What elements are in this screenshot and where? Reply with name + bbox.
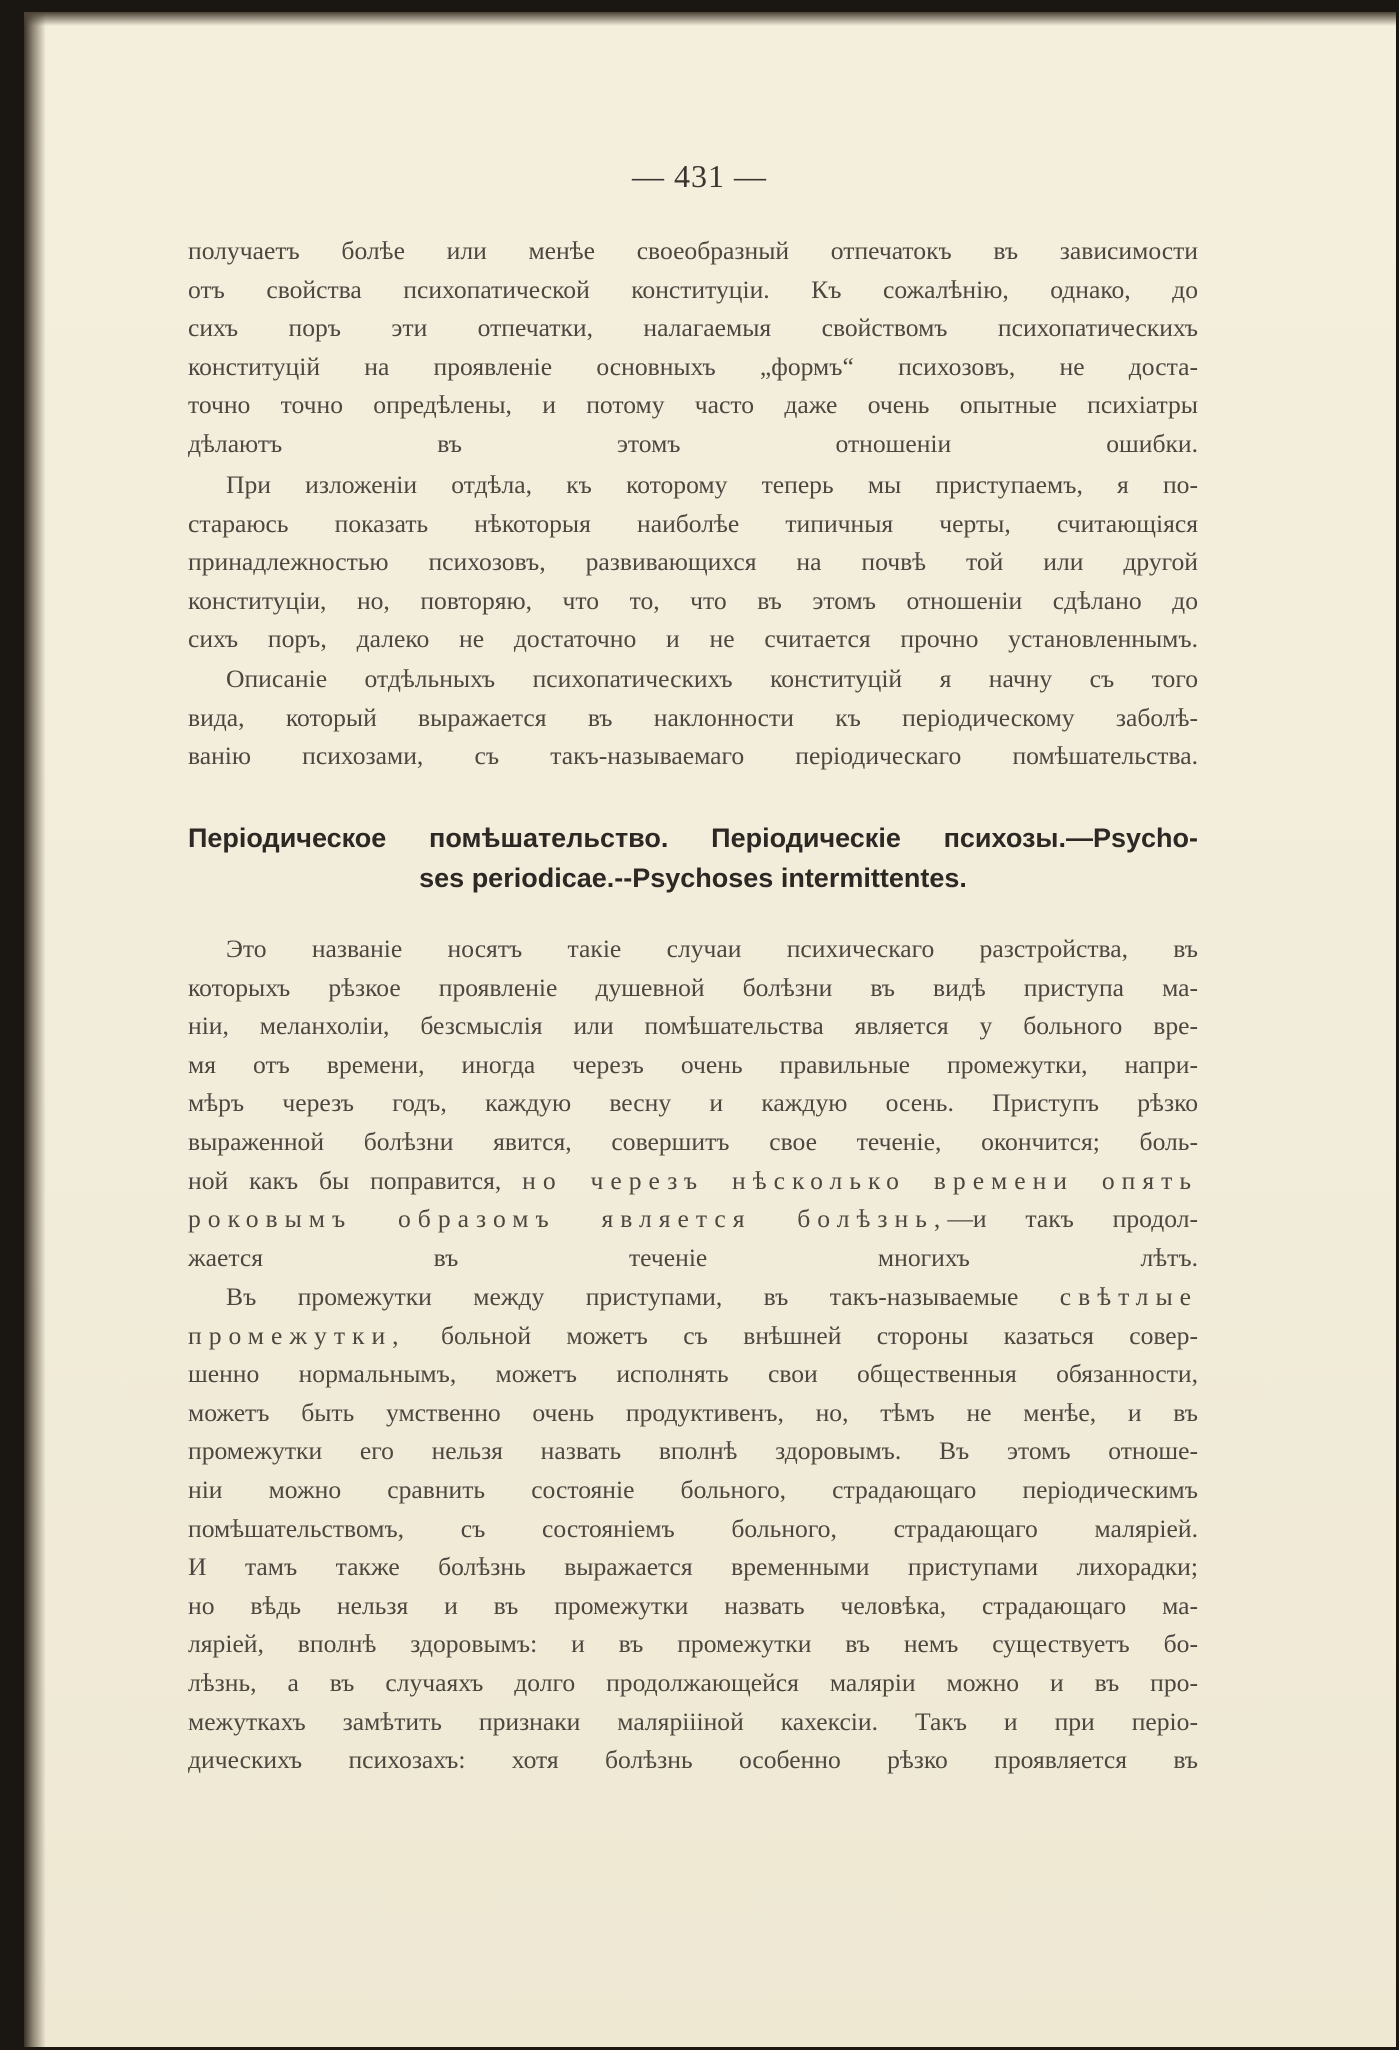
text-line: промежутки его нельзя назвать вполнѣ здоровымъ. Въ этомъ отноше- (188, 1436, 1198, 1466)
text-line: межуткахъ замѣтить признаки маляріііной кахексіи. Такъ и при періо- (188, 1706, 1198, 1736)
text-line: можетъ быть умственно очень продуктивенъ, но, тѣмъ не менѣе, и въ (188, 1397, 1198, 1427)
plain-text: ной какъ бы поправится, (188, 1165, 523, 1195)
plain-text: Въ промежутки между приступами, въ такъ-называемые (226, 1282, 1060, 1311)
text-line: мя отъ времени, иногда черезъ очень правильные промежутки, напри- (188, 1049, 1198, 1079)
text-line: лѣзнь, а въ случаяхъ долго продолжающейся маляріи можно и въ про- (188, 1667, 1198, 1697)
text-line: точно точно опредѣлены, и потому часто даже очень опытные психіатры (188, 390, 1198, 420)
spaced-emphasis: промежутки, (188, 1320, 406, 1350)
text-line: вида, который выражается въ наклонности къ періодическому заболѣ- (188, 702, 1198, 732)
text-line: стараюсь показать нѣкоторыя наиболѣе типичныя черты, считающіяся (188, 508, 1198, 538)
text-line: выраженной болѣзни явится, совершитъ свое теченіе, окончится; боль- (188, 1126, 1198, 1156)
text-line: мѣръ черезъ годъ, каждую весну и каждую осень. Приступъ рѣзко (188, 1088, 1198, 1118)
section-heading (188, 818, 1198, 898)
spaced-emphasis: свѣтлые (1059, 1282, 1198, 1311)
text-line: отъ свойства психопатической конституціи. Къ сожалѣнію, однако, до (188, 274, 1198, 304)
text-line-mixed (188, 1200, 1198, 1239)
text-line: ванію психозами, съ такъ-называемаго періодическаго помѣшательства. (188, 741, 1198, 771)
text-line: конституціи, но, повторяю, что то, что въ этомъ отношеніи сдѣлано до (188, 585, 1198, 615)
plain-text: —и такъ продол- (947, 1204, 1198, 1234)
text-line: конституцій на проявленіе основныхъ „формъ“ психозовъ, не доста- (188, 351, 1198, 381)
text-line: И тамъ также болѣзнь выражается временными приступами лихорадки; (188, 1552, 1198, 1582)
paragraph-5 (188, 1278, 1198, 1780)
text-line: жается въ теченіе многихъ лѣтъ. (188, 1242, 1198, 1272)
spaced-emphasis: но черезъ нѣсколько времени опять (522, 1165, 1199, 1195)
text-line: ніи, меланхоліи, безсмыслія или помѣшательства является у больного вре- (188, 1011, 1198, 1041)
heading-line-1: Періодическое помѣшательство. Періодическіе психозы.—Psycho- (188, 823, 1198, 853)
text-line-mixed (188, 1317, 1198, 1356)
text-line-mixed (188, 1162, 1198, 1201)
paragraph-1 (188, 232, 1198, 464)
text-line: которыхъ рѣзкое проявленіе душевной болѣзни въ видѣ приступа ма- (188, 972, 1198, 1002)
text-line: принадлежностью психозовъ, развивающихся на почвѣ той или другой (188, 547, 1198, 577)
text-line: дѣлаютъ въ этомъ отношеніи ошибки. (188, 428, 1198, 458)
page-number: — 431 — (632, 158, 767, 194)
paragraph-3 (188, 660, 1198, 776)
text-line: Это названіе носятъ такіе случаи психическаго разстройства, въ (226, 934, 1198, 963)
text-line: но вѣдь нельзя и въ промежутки назвать человѣка, страдающаго ма- (188, 1590, 1198, 1620)
top-edge-shadow (24, 12, 1396, 26)
text-line: Описаніе отдѣльныхъ психопатическихъ конституцій я начну съ того (226, 664, 1198, 693)
text-line: получаетъ болѣе или менѣе своеобразный отпечатокъ въ зависимости (188, 236, 1198, 265)
text-line: помѣшательствомъ, съ состояніемъ больного, страдающаго маляріей. (188, 1513, 1198, 1543)
binding-shadow (24, 12, 46, 2047)
text-line: ніи можно сравнить состояніе больного, страдающаго періодическимъ (188, 1474, 1198, 1504)
text-line: шенно нормальнымъ, можетъ исполнять свои общественныя обязанности, (188, 1359, 1198, 1389)
text-line: сихъ поръ, далеко не достаточно и не считается прочно установленнымъ. (188, 624, 1198, 654)
plain-text: больной можетъ съ внѣшней стороны казаться совер- (405, 1320, 1198, 1350)
spaced-emphasis: роковымъ образомъ является болѣзнь, (188, 1204, 948, 1234)
text-line: сихъ поръ эти отпечатки, налагаемыя свойствомъ психопатическихъ (188, 313, 1198, 343)
text-line: дическихъ психозахъ: хотя болѣзнь особенно рѣзко проявляется въ (188, 1745, 1198, 1775)
paragraph-2 (188, 466, 1198, 659)
text-line: При изложеніи отдѣла, къ которому теперь мы приступаемъ, я по- (226, 470, 1198, 499)
heading-line-2: ses periodicae.--Psychoses intermittentes. (419, 863, 967, 893)
text-line-mixed (188, 1278, 1198, 1317)
paragraph-4 (188, 930, 1198, 1277)
text-line: ляріей, вполнѣ здоровымъ: и въ промежутки въ немъ существуетъ бо- (188, 1629, 1198, 1659)
